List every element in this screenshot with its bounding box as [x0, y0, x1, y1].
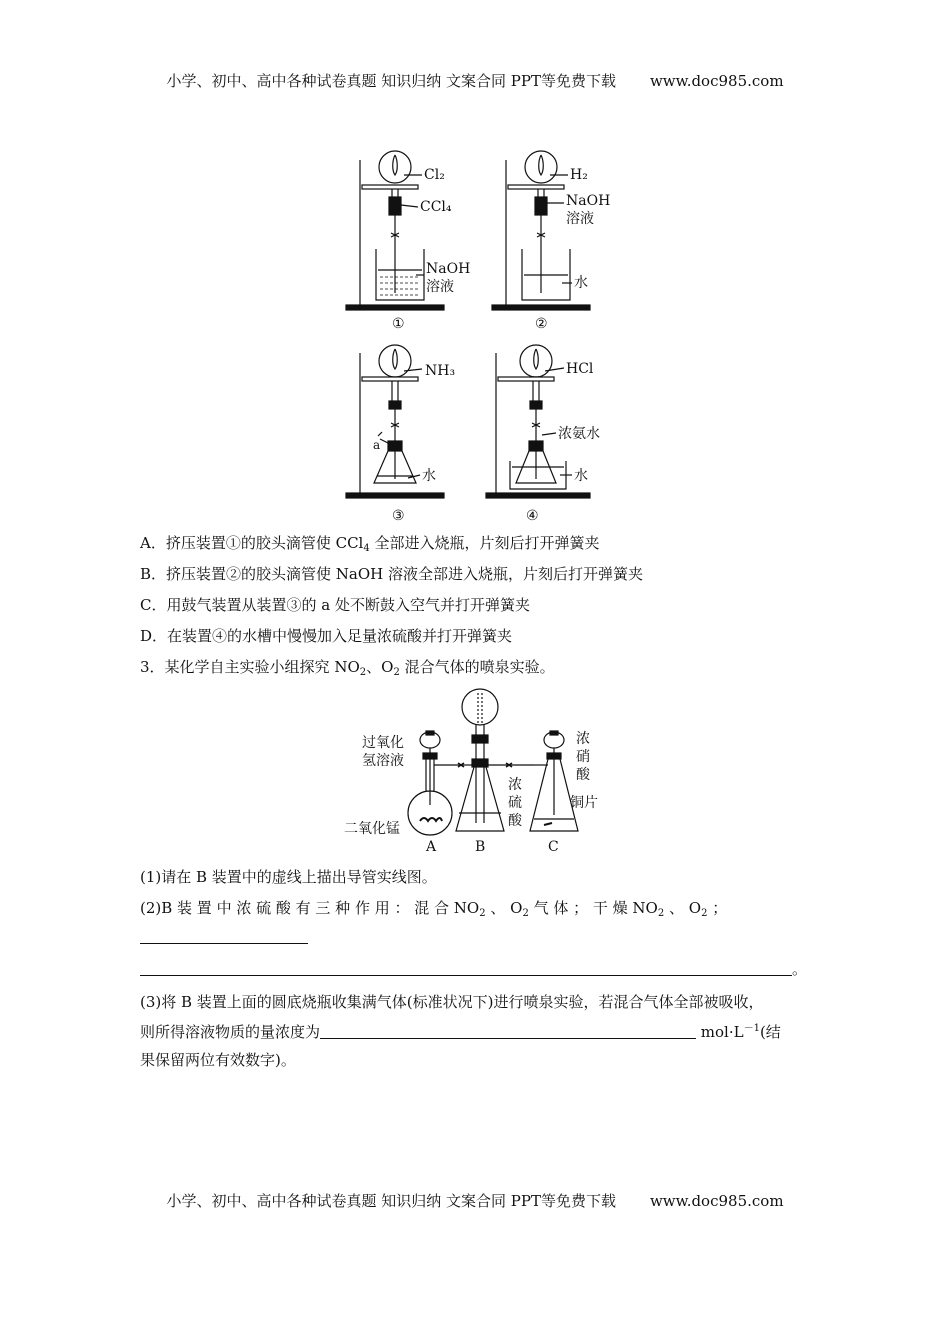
q3-part-3-line-2 — [140, 1019, 781, 1042]
label-hno3-2: 硝 — [576, 749, 590, 765]
q3-p2-mid2: 气 体 ； 干 燥 NO — [528, 899, 658, 917]
q3-p2-pre: (2)B 装 置 中 浓 硫 酸 有 三 种 作 用 ： 混 合 NO — [140, 899, 480, 917]
label-h2o2-2: 氢溶液 — [362, 753, 404, 769]
label-num-4: ④ — [526, 508, 539, 524]
q3-stem-sub1: 2 — [359, 667, 367, 678]
q3-stem-post: 混合气体的喷泉实验。 — [399, 658, 555, 676]
q3-part-3-line-1: (3)将 B 装置上面的圆底烧瓶收集满气体(标准状况下)进行喷泉实验，若混合气体全部被吸收， — [140, 993, 764, 1011]
apparatus-b — [456, 689, 534, 831]
q3-p2-end: ； — [707, 899, 728, 917]
q3-stem-mid: 、O — [366, 658, 394, 676]
label-naoh-dropper: NaOH — [566, 193, 611, 209]
option-d: D．在装置④的水槽中慢慢加入足量浓硫酸并打开弹簧夹 — [140, 627, 513, 645]
q3-part-2-blank-1[interactable] — [140, 928, 308, 946]
q3-part-2 — [140, 897, 727, 919]
option-a — [140, 532, 600, 554]
label-water-3: 水 — [422, 468, 436, 484]
label-num-3: ③ — [392, 508, 405, 524]
label-h2o2-1: 过氧化 — [362, 735, 404, 751]
figure-no2-o2-apparatus — [340, 685, 620, 860]
label-hno3-3: 酸 — [576, 767, 590, 783]
q3-p3-pre: 则所得溶液物质的量浓度为 — [140, 1023, 321, 1041]
q3-p3-unit: mol·L — [696, 1023, 744, 1041]
apparatus-a — [408, 731, 462, 835]
label-h2so4-2: 硫 — [508, 795, 522, 811]
q3-stem-pre: 3．某化学自主实验小组探究 NO — [140, 658, 360, 676]
label-h2so4-1: 浓 — [508, 777, 522, 793]
q3-p2-sub3: 2 — [657, 908, 665, 919]
label-naoh-beaker: NaOH — [426, 261, 471, 277]
label-conc-ammonia: 浓氨水 — [558, 426, 600, 442]
q3-p2-period: 。 — [792, 960, 808, 978]
q3-p3-answer-blank[interactable] — [320, 1024, 696, 1039]
option-c: C．用鼓气装置从装置③的 a 处不断鼓入空气并打开弹簧夹 — [140, 596, 530, 614]
label-h2: H₂ — [570, 167, 588, 183]
page-header — [0, 70, 950, 91]
label-num-1: ① — [392, 316, 405, 332]
label-rongye-2: 溶液 — [566, 211, 594, 227]
footer-text: 小学、初中、高中各种试卷真题 知识归纳 文案合同 PPT等免费下载 — [166, 1192, 616, 1210]
label-h2so4-3: 酸 — [508, 813, 522, 829]
label-rongye-1: 溶液 — [426, 279, 454, 295]
label-a: a — [373, 438, 381, 452]
label-water-2: 水 — [574, 275, 588, 291]
option-a-pre: A．挤压装置①的胶头滴管使 CCl — [140, 534, 364, 552]
header-site[interactable]: www.doc985.com — [649, 72, 784, 90]
label-a-flask: A — [426, 839, 437, 855]
q3-p2-sub4: 2 — [701, 908, 708, 919]
q3-stem-sub2: 2 — [393, 667, 400, 678]
figure-fountain-setups — [340, 145, 640, 530]
q3-part-2-blank-2[interactable] — [140, 958, 807, 979]
footer-site[interactable]: www.doc985.com — [649, 1192, 784, 1210]
label-num-2: ② — [535, 316, 548, 332]
q3-p3-post: (结 — [759, 1023, 781, 1041]
q3-part-1: (1)请在 B 装置中的虚线上描出导管实线图。 — [140, 868, 437, 886]
q3-part-3-line-3: 果保留两位有效数字)。 — [140, 1051, 296, 1069]
q3-p3-sup: －1 — [743, 1023, 760, 1034]
q3-p2-sub1: 2 — [479, 908, 486, 919]
label-cl2: Cl₂ — [424, 167, 445, 183]
label-water-4: 水 — [574, 468, 588, 484]
q3-p2-mid3: 、 O — [664, 899, 702, 917]
page-footer — [0, 1190, 950, 1211]
q3-p2-sub2: 2 — [522, 908, 529, 919]
header-text: 小学、初中、高中各种试卷真题 知识归纳 文案合同 PPT等免费下载 — [166, 72, 616, 90]
q3-p2-mid1: 、 O — [485, 899, 523, 917]
label-ccl4: CCl₄ — [420, 199, 452, 215]
label-nh3: NH₃ — [425, 363, 456, 379]
label-cu: 铜片 — [570, 795, 598, 811]
apparatus-c — [530, 731, 578, 831]
option-a-sub: 4 — [363, 543, 370, 554]
option-b: B．挤压装置②的胶头滴管使 NaOH 溶液全部进入烧瓶，片刻后打开弹簧夹 — [140, 565, 644, 583]
question-3-stem — [140, 656, 555, 678]
label-c-flask: C — [548, 839, 559, 855]
label-mno2: 二氧化锰 — [344, 821, 400, 837]
label-hno3-1: 浓 — [576, 731, 590, 747]
label-b-flask: B — [475, 839, 486, 855]
option-a-post: 全部进入烧瓶，片刻后打开弹簧夹 — [369, 534, 600, 552]
label-hcl: HCl — [566, 361, 594, 377]
